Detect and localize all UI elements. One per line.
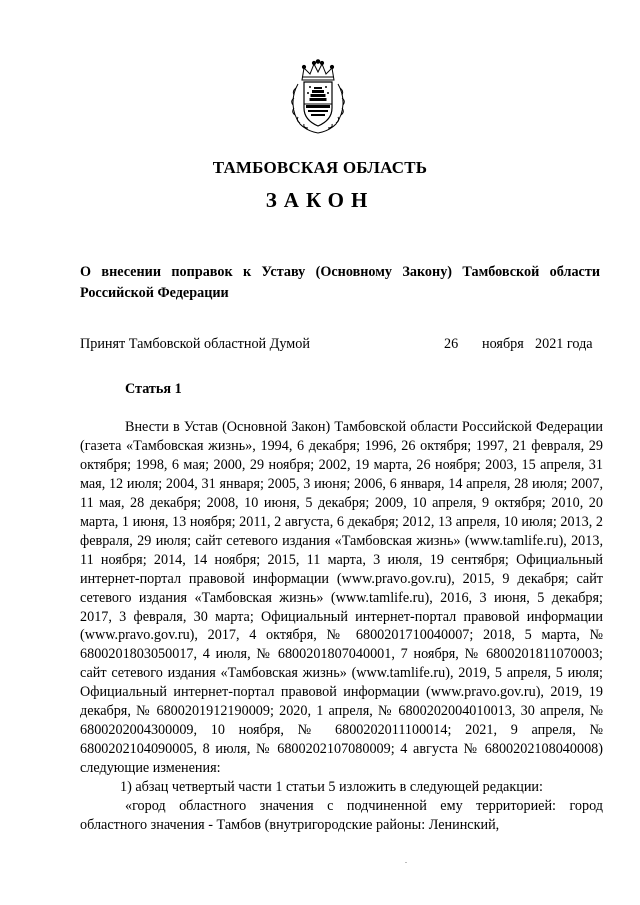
body-paragraph: Внести в Устав (Основной Закон) Тамбовской области Российской Федерации (газета «Тамбовская жизнь», 1994, 6 декабря; 1996, 26 октября; 1997, 21 февраля, 29 октября; 1998, 6 мая; 2000, 29 ноября; 2002, 19 марта, 26 ноября; 2003, 15 апреля, 31 мая, 12 июля; 2004, 31 января; 2005, 3 июня; 2006, 6 января, 14 апреля, 28 июля; 2007, 11 мая, 28 декабря; 2008, 10 июня, 5 декабря; 2009, 10 апреля, 9 октября; 2010, 20 марта, 1 июня, 13 ноября; 2011, 2 августа, 6 декабря; 2012, 13 апреля, 10 июля; 2013, 2 февраля, 29 июля; сайт сетевого издания «Тамбовская жизнь» (www.tamlife.ru), 2013, 11 ноября; 2014, 14 ноября; 2015, 11 марта, 3 июля, 19 сентября; Официальный интернет-портал правовой информации (www.pravo.gov.ru), 2015, 9 декабря; сайт сетевого издания «Тамбовская жизнь» (www.tamlife.ru), 2016, 3 июня, 5 декабря; 2017, 3 февраля, 30 марта; Официальный интернет-портал правовой информации (www.pravo.gov.ru), 2017, 4 октября, № 6800201710040007; 2018, 5 марта, № 6800201803050017, 4 июля, № 6800201807040001, 7 ноября, № 6800201811070003; сайт сетевого издания «Тамбовская жизнь» (www.tamlife.ru), 2019, 5 апреля, 5 июля; Официальный интернет-портал правовой информации (www.pravo.gov.ru), 2019, 19 декабря, № 6800201912190009; 2020, 1 апреля, № 6800202004010013, 30 апреля, № 6800202004300009, 10 ноября, № 6800202011100014; 2021, 9 апреля, № 6800202104090005, 8 июля, № 6800202107080009; 4 августа № 6800202108040008) следующие изменения: bbox=[80, 419, 603, 777]
body-paragraph: 1) абзац четвертый части 1 статьи 5 изложить в следующей редакции: bbox=[120, 779, 543, 796]
law-subject: О внесении поправок к Уставу (Основному Закону) Тамбовской области Российской Федерации bbox=[80, 264, 600, 301]
document-type-title: ЗАКОН bbox=[265, 188, 375, 212]
adoption-label: Принят Тамбовской областной Думой bbox=[80, 336, 310, 352]
tambov-coat-of-arms-icon bbox=[288, 58, 348, 136]
adoption-day: 26 bbox=[444, 336, 459, 352]
article-heading: Статья 1 bbox=[125, 381, 182, 397]
region-name: ТАМБОВСКАЯ ОБЛАСТЬ bbox=[212, 158, 428, 177]
body-paragraph: «город областного значения с подчиненной ему территорией: город областного значения - Тамбов (внутригородские районы: Ленинский, bbox=[80, 798, 603, 834]
article-body bbox=[80, 418, 603, 835]
adoption-line bbox=[80, 334, 600, 354]
scan-speck bbox=[405, 862, 407, 863]
adoption-month: ноября bbox=[482, 336, 524, 352]
adoption-year: 2021 года bbox=[535, 336, 593, 352]
